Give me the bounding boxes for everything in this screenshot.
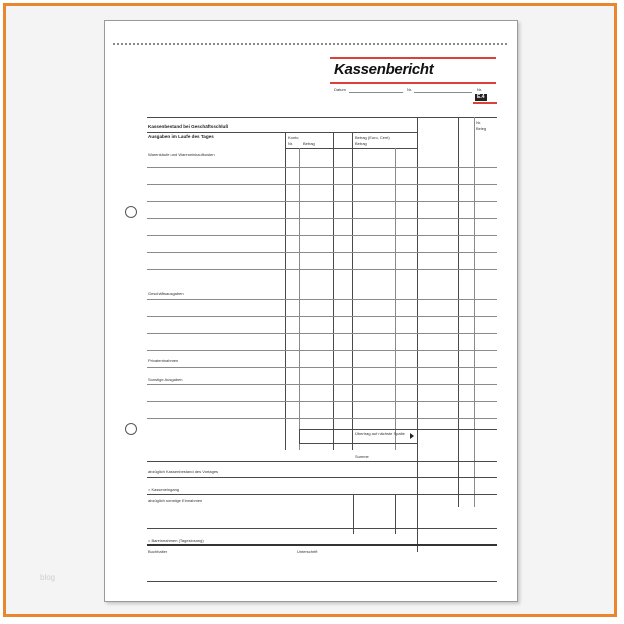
date-label: Datum (334, 87, 346, 92)
right-table-header-b: Betrag (355, 141, 367, 146)
col-line-4 (352, 132, 353, 450)
summary-label: Übertrag auf nächste Spalte (355, 431, 405, 436)
row-rule (147, 201, 497, 202)
code-badge: E.4 (477, 94, 485, 100)
summary-box-bottom (299, 443, 418, 444)
punch-hole-top (125, 206, 137, 218)
right-table-header: Betrag (Euro, Cent) (355, 135, 390, 140)
punch-hole-bottom (125, 423, 137, 435)
row-rule (147, 367, 497, 368)
row-label-6: = Kasseneingang (148, 487, 180, 492)
row-label-1: Warenkäufe und Wareneinkaufkosten (148, 152, 215, 157)
row-label-4: Sonstige Ausgaben (148, 377, 183, 382)
badge-red-line (473, 102, 497, 104)
col-line-8 (474, 117, 475, 507)
summary-box-left (299, 429, 300, 443)
row-rule (147, 316, 497, 317)
left-table-header-a: Nr. (288, 141, 294, 146)
row-label-2: Geschäftsausgaben (148, 291, 184, 296)
section-heading-2: Ausgaben im Laufe des Tages (148, 134, 214, 139)
row-rule (147, 252, 497, 253)
row-rule (147, 184, 497, 185)
row-rule-7 (147, 528, 497, 529)
header-right-col2: Beleg (476, 126, 487, 131)
row-rule (147, 235, 497, 236)
row-rule (147, 269, 497, 270)
row-rule-5 (147, 477, 497, 478)
table-top-border (147, 117, 497, 118)
title-red-line-top (330, 57, 496, 59)
title-red-line-bottom (330, 82, 496, 84)
row-rule (147, 333, 497, 334)
row-label-8: = Bareinnahmen (Tageslosung) (148, 538, 204, 543)
left-table-header: Konto (288, 135, 299, 140)
row-rule (147, 401, 497, 402)
row-rule (147, 384, 497, 385)
col-line-6 (417, 117, 418, 552)
total-rule (147, 461, 497, 462)
row-label-3: Privatentnahmen (148, 358, 179, 363)
watermark: blog (40, 573, 56, 582)
footer-left-label: Buchhalter (148, 549, 168, 554)
signature-line (147, 581, 497, 582)
receipt-sheet (104, 20, 518, 602)
row-rule-6 (147, 494, 497, 495)
column-header-rule (285, 148, 417, 149)
row-rule (147, 167, 497, 168)
document-title: Kassenbericht (334, 61, 434, 78)
number-label: Nr. (407, 87, 413, 92)
total-label: Summe (355, 454, 369, 459)
row-rule-8 (147, 544, 497, 546)
col-line-1 (285, 132, 286, 450)
row-rule (147, 418, 497, 419)
section-heading-1: Kassenbestand bei Geschäftsschluß (148, 124, 229, 129)
number-box-label: Nr. (477, 87, 483, 92)
col-line-7 (458, 117, 459, 507)
number-underline (414, 92, 472, 93)
row-rule (147, 218, 497, 219)
row-label-5: abzüglich Kassenbestand des Vortages (148, 469, 219, 474)
date-underline (349, 92, 403, 93)
row-label-7: abzüglich sonstige Einnahmen (148, 498, 203, 503)
table-header-rule (147, 132, 417, 133)
row-rule (147, 350, 497, 351)
arrow-right-icon (410, 433, 414, 439)
col-line-3 (333, 132, 334, 450)
header-right-col1: Nr. (476, 120, 482, 125)
perforation-line (113, 43, 507, 45)
summary-box-top (299, 429, 497, 430)
footer-mid-label: Unterschrift (297, 549, 318, 554)
left-table-header-b: Betrag (303, 141, 315, 146)
row-rule (147, 299, 497, 300)
